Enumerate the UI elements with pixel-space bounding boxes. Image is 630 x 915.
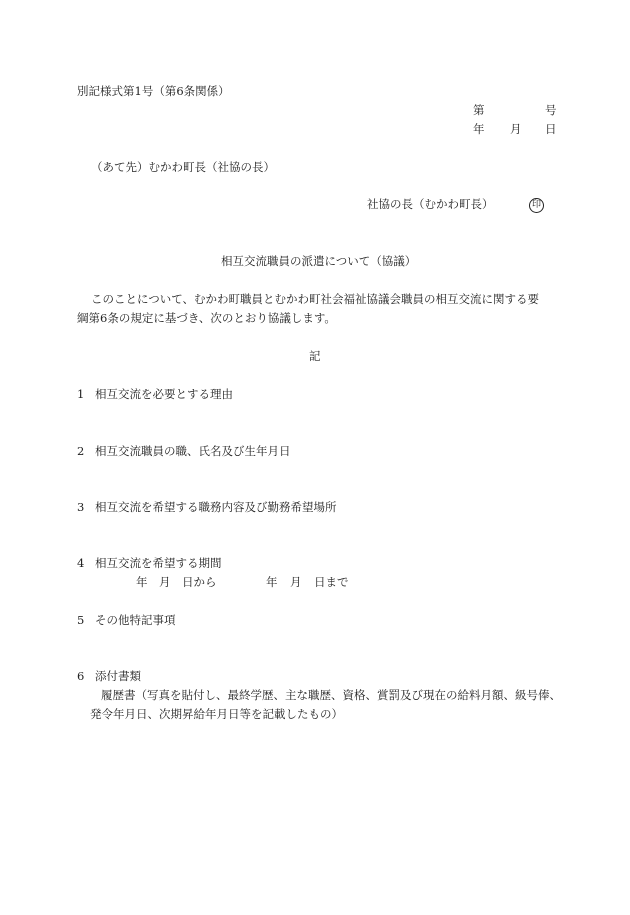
form-label: 別記様式第1号（第6条関係） — [77, 84, 230, 98]
date-year: 年 — [473, 122, 485, 136]
period-from-day: 日から — [182, 575, 217, 589]
date-month: 月 — [510, 122, 522, 136]
item-label: その他特記事項 — [95, 613, 176, 627]
seal-mark: 印 — [529, 198, 544, 213]
item-label: 添付書類 — [95, 669, 141, 683]
attachment-line-1: 履歴書（写真を貼付し、最終学歴、主な職歴、資格、賞罰及び現在の給料月額、級号俸、 — [101, 688, 561, 702]
item-label: 相互交流を必要とする理由 — [95, 387, 233, 401]
item-number: 3 — [77, 500, 85, 514]
period-to-month: 月 — [290, 575, 302, 589]
item-number: 1 — [77, 387, 85, 401]
addressee: （あて先）むかわ町長（社協の長） — [91, 160, 275, 174]
document-number-prefix: 第 — [473, 103, 485, 117]
period-from-month: 月 — [159, 575, 171, 589]
attachment-line-2: 発令年月日、次期昇給年月日等を記載したもの） — [90, 707, 343, 721]
ki-heading: 記 — [309, 349, 321, 363]
period-to-year: 年 — [266, 575, 278, 589]
item-number: 6 — [77, 669, 85, 683]
item-number: 5 — [77, 613, 85, 627]
date-day: 日 — [545, 122, 557, 136]
body-text-line-2: 綱第6条の規定に基づき、次のとおり協議します。 — [77, 311, 336, 325]
body-text-line-1: このことについて、むかわ町職員とむかわ町社会福祉協議会職員の相互交流に関する要 — [91, 292, 540, 306]
item-label: 相互交流を希望する期間 — [95, 556, 222, 570]
sender-name: 社協の長（むかわ町長） — [367, 197, 494, 211]
item-number: 2 — [77, 444, 85, 458]
period-to-day: 日まで — [314, 575, 349, 589]
document-number-suffix: 号 — [545, 103, 557, 117]
item-label: 相互交流職員の職、氏名及び生年月日 — [95, 444, 291, 458]
period-from-year: 年 — [136, 575, 148, 589]
document-title: 相互交流職員の派遣について（協議） — [221, 254, 417, 268]
item-number: 4 — [77, 556, 85, 570]
item-label: 相互交流を希望する職務内容及び勤務希望場所 — [95, 500, 337, 514]
